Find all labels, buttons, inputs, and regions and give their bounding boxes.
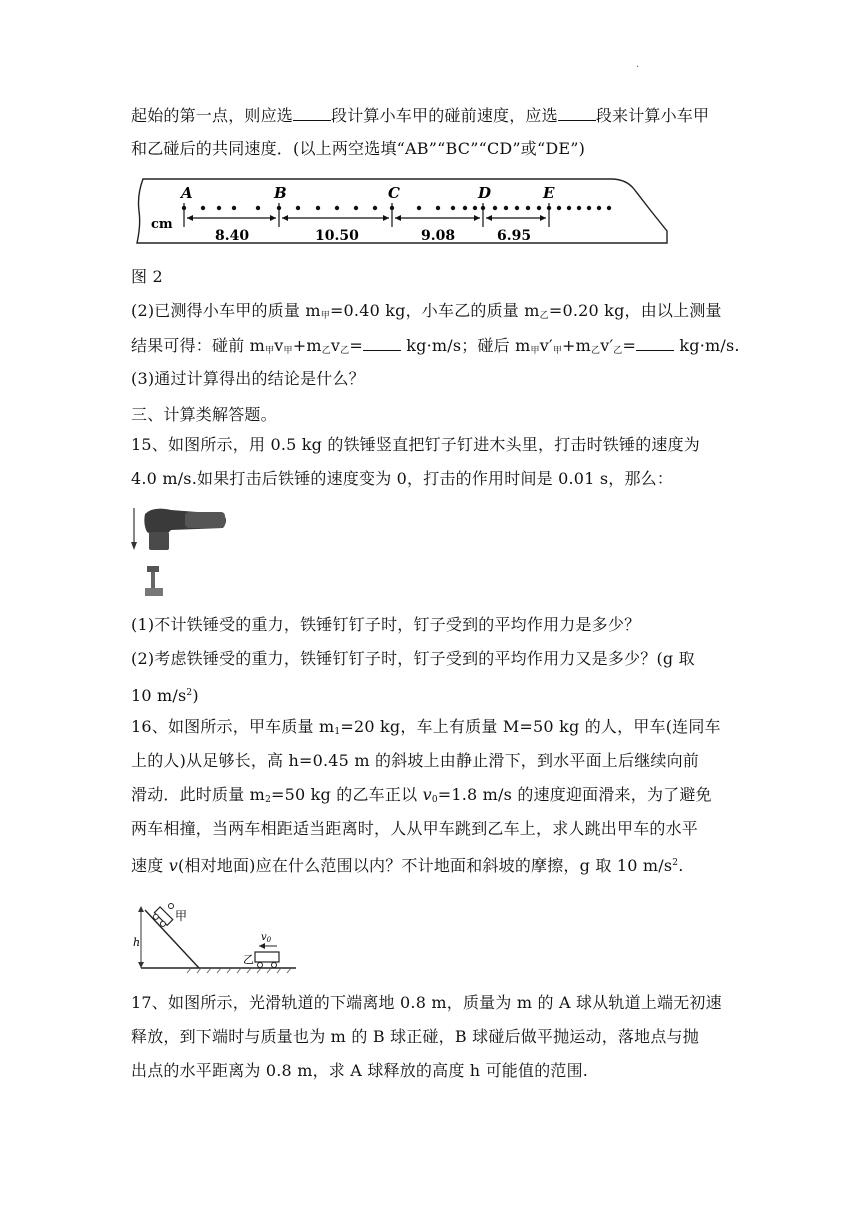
q16-text-3c: =1.8 m/s 的速度迎面滑来，为了避免 [437,785,712,804]
figure-2-label: 图 2 [131,267,163,286]
plus-m-1: +m [292,336,322,355]
subscript-jia-2: 甲 [265,346,275,356]
page-marker: · [636,62,640,73]
unit-text-1: kg·m/s；碰后 m [406,336,531,355]
subscript-yi-4: 乙 [591,346,601,356]
q16-sub-1: 1 [334,727,341,737]
q16-period: . [678,856,684,875]
subscript-yi: 乙 [539,311,549,321]
symbol-v-2: v [330,336,341,355]
q14-text-1b: 段计算小车甲的碰前速度，应选 [331,106,558,125]
q16-text-1a: 16、如图所示，甲车质量 m [131,717,335,736]
ground-hatching [187,968,291,973]
subscript-yi-5: 乙 [613,346,623,356]
answer-blank-2[interactable] [558,104,596,121]
point-label-b: B [274,184,287,202]
q16-line-1 [131,716,721,743]
q14-text-1a: 起始的第一点，则应选 [131,106,294,125]
q16-line-5 [131,852,684,877]
point-label-d: D [478,184,492,202]
q14-p2-line-1 [131,300,722,327]
unit-text-2: kg·m/s. [679,336,740,355]
section-3-heading: 三、计算类解答题。 [131,405,277,424]
q16-line-3 [131,784,712,811]
q16-v0-sub: 0 [431,795,438,805]
q16-line-2: 上的人)从足够长，高 h=0.45 m 的斜坡上由静止滑下，到水平面上后继续向前 [131,751,700,770]
tape-figure [131,175,675,251]
segment-cd-length: 9.08 [421,228,456,244]
cart-yi-body [255,952,279,962]
q16-text-5a: 速度 [131,856,169,875]
q14-p2-text-c: =0.20 kg，由以上测量 [548,301,722,320]
slope-carts-figure [131,900,301,976]
nail-head [147,566,159,572]
hammer-face [149,532,169,550]
point-label-a: A [181,184,193,202]
segment-ab-length: 8.40 [215,228,250,244]
subscript-yi-2: 乙 [321,346,331,356]
q16-sup-2: 2 [672,858,679,868]
person-head [169,904,174,909]
q14-line-1 [131,104,709,127]
label-yi: 乙 [243,953,254,966]
hammer-handle [185,512,225,528]
q14-p2-text-a: (2)已测得小车甲的质量 m [131,301,321,320]
wood-block [145,588,163,596]
q14-p2-2a: 结果可得：碰前 m [131,336,266,355]
height-arrow-bottom [138,962,144,968]
subscript-yi-3: 乙 [340,346,350,356]
q14-text-1c: 段来计算小车甲 [595,106,710,125]
downward-arrow-head [131,542,137,550]
velocity-arrow-head [259,943,265,949]
q17-line-3: 出点的水平距离为 0.8 m，求 A 球释放的高度 h 可能值的范围. [131,1061,589,1080]
label-jia: 甲 [175,909,188,923]
q14-p2-text-b: =0.40 kg，小车乙的质量 m [329,301,540,320]
q15-g-value: 10 m/s [131,686,187,705]
q16-v-symbol: v [422,785,432,804]
label-h: h [133,936,141,949]
answer-blank-4[interactable] [636,334,674,351]
q17-line-2: 释放，到下端时与质量也为 m 的 B 球正碰，B 球碰后做平抛运动，落地点与抛 [131,1027,699,1046]
cart-yi-wheel-2 [272,963,277,968]
q15-sup-2: 2 [186,688,193,698]
q16-line-4: 两车相撞，当两车相距适当距离时，人从甲车跳到乙车上，求人跳出甲车的水平 [131,819,699,838]
q15-p2-line-1: (2)考虑铁锤受的重力，铁锤钉钉子时，钉子受到的平均作用力又是多少？(g 取 [131,649,695,668]
hammer-nail-figure [131,502,231,602]
subscript-jia-5: 甲 [552,346,563,356]
segment-bc-length: 10.50 [315,228,359,244]
q16-text-3a: 滑动．此时质量 m [131,785,266,804]
q15-p2-line-2 [131,682,199,707]
height-arrow-top [138,906,144,912]
symbol-vp-2: v′ [600,336,614,355]
q14-p2-line-2 [131,334,740,362]
answer-blank-1[interactable] [293,104,331,121]
q16-text-5b: (相对地面)应在什么范围以内？不计地面和斜坡的摩擦，g 取 10 m/s [177,856,673,875]
q17-line-1: 17、如图所示，光滑轨道的下端离地 0.8 m，质量为 m 的 A 球从轨道上端无初速 [131,993,722,1012]
subscript-jia-4: 甲 [530,346,540,356]
q15-p1: (1)不计铁锤受的重力，铁锤钉钉子时，钉子受到的平均作用力是多少？ [131,615,641,634]
q14-line-2: 和乙碰后的共同速度．(以上两空选填“AB”“BC”“CD”或“DE”) [131,139,586,158]
q16-text-1b: =20 kg，车上有质量 M=50 kg 的人，甲车(连同车 [340,717,721,736]
q16-v-symbol-2: v [168,856,178,875]
q16-text-3b: =50 kg 的乙车正以 [271,785,423,804]
unit-label: cm [151,217,173,232]
symbol-vp-1: v′ [539,336,553,355]
cart-yi-wheel-1 [258,963,263,968]
symbol-v-1: v [274,336,284,355]
q15-line-1: 15、如图所示，用 0.5 kg 的铁锤竖直把钉子钉进木头里，打击时铁锤的速度为 [131,435,701,454]
q14-p3: (3)通过计算得出的结论是什么？ [131,369,365,388]
subscript-jia-3: 甲 [283,346,293,356]
answer-blank-3[interactable] [363,334,401,351]
q16-sub-2: 2 [265,795,271,805]
equals-1: = [349,336,363,355]
segment-de-length: 6.95 [497,228,532,244]
point-label-c: C [388,184,400,202]
cart-jia [151,907,173,929]
nail-shank [151,572,155,588]
q15-line-2: 4.0 m/s.如果打击后铁锤的速度变为 0，打击的作用时间是 0.01 s，那么： [131,469,674,488]
equals-2: = [622,336,637,355]
plus-m-2: +m [562,336,591,355]
point-label-e: E [543,184,555,202]
q15-close-paren: ) [192,686,199,705]
subscript-jia: 甲 [320,311,330,321]
label-v0: $v_0$ [261,932,272,944]
